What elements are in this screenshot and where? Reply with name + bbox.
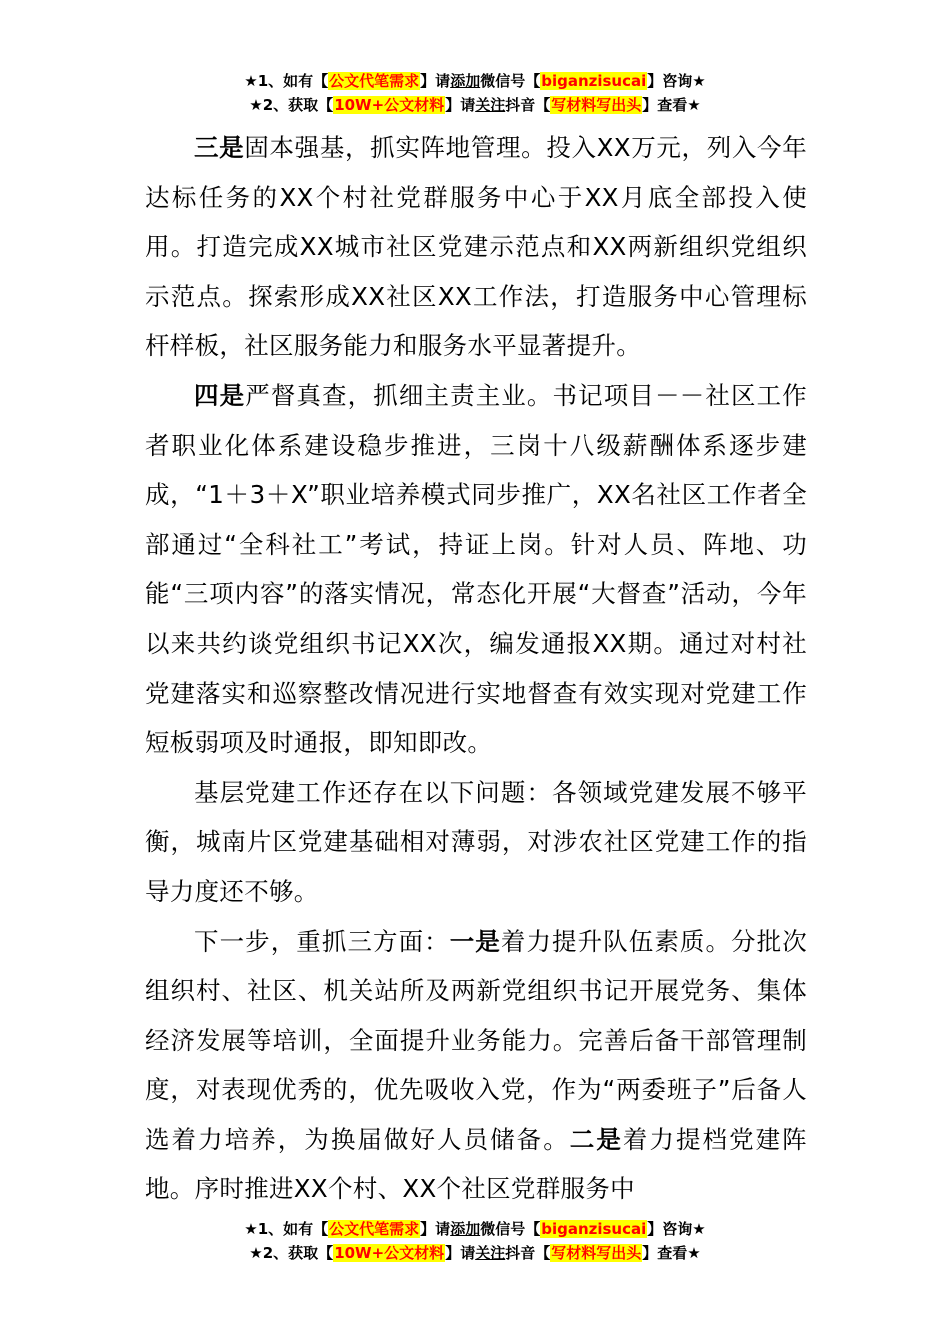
banner-text: ★1、如有【 [244,72,329,90]
banner-line-2 [0,94,950,118]
document-body [145,123,807,1214]
banner-text: 】咨询★ [647,1220,706,1238]
banner-line-1 [0,1218,950,1242]
banner-text: 】咨询★ [647,72,706,90]
banner-text: 】请 [445,1244,476,1262]
paragraph-lead: 三是 [194,133,245,162]
banner-highlight: 公文代笔需求 [329,1220,420,1238]
paragraph-text: 着力提档党建阵地。序时推进XX个村、XX个社区党群服务中 [145,1124,807,1204]
paragraph-problems [145,768,807,917]
paragraph-lead: 二是 [569,1124,623,1154]
paragraph-lead: 四是 [194,380,246,410]
paragraph-next-steps [145,917,807,1215]
banner-line-1 [0,70,950,94]
paragraph-text: 着力提升队伍素质。分批次组织村、社区、机关站所及两新党组织书记开展党务、集体经济发展等培训，全面提升业务能力。完善后备干部管理制度，对表现优秀的，优先吸收入党，作为“两委班子”后备人选着力培养，为换届做好人员储备。 [145,926,807,1154]
paragraph-4 [145,371,807,768]
banner-highlight: 公文代笔需求 [329,72,420,90]
banner-text: 】请 [420,72,451,90]
banner-text: 抖音【 [505,1244,551,1262]
banner-text: ★2、获取【 [249,96,334,114]
paragraph-text: 严督真查，抓细主责主业。书记项目－－社区工作者职业化体系建设稳步推进，三岗十八级薪酬体系逐步建成，“1＋3＋X”职业培养模式同步推广，XX名社区工作者全部通过“全科社工”考试，持证上岗。针对人员、阵地、功能“三项内容”的落实情况，常态化开展“大督查”活动，今年以来共约谈党组织书记XX次，编发通报XX期。通过对村社党建落实和巡察整改情况进行实地督查有效实现对党建工作短板弱项及时通报，即知即改。 [145,380,807,758]
banner-underlined: 关注 [475,96,506,114]
banner-highlight: 10W+公文材料 [334,1244,445,1262]
banner-text: ★2、获取【 [249,1244,334,1262]
banner-text: 】请 [420,1220,451,1238]
paragraph-text: 固本强基，抓实阵地管理。投入XX万元，列入今年达标任务的XX个村社党群服务中心于XX月底全部投入使用。打造完成XX城市社区党建示范点和XX两新组织党组织示范点。探索形成XX社区XX工作法，打造服务中心管理标杆样板，社区服务能力和服务水平显著提升。 [145,133,807,361]
banner-highlight: 写材料写出头 [551,1244,642,1262]
banner-highlight: 10W+公文材料 [334,96,445,114]
paragraph-3 [145,123,807,371]
paragraph-text: 基层党建工作还存在以下问题：各领域党建发展不够平衡，城南片区党建基础相对薄弱，对涉农社区党建工作的指导力度还不够。 [145,777,807,906]
top-banner [0,70,950,118]
banner-highlight: biganzisucai [541,72,647,90]
paragraph-text: 下一步，重抓三方面： [194,926,450,956]
banner-text: ★1、如有【 [244,1220,329,1238]
banner-text: 微信号【 [480,1220,541,1238]
banner-text: 抖音【 [505,96,551,114]
banner-text: 微信号【 [480,72,541,90]
banner-underlined: 添加 [450,1220,481,1238]
banner-text: 】查看★ [642,1244,701,1262]
banner-line-2 [0,1242,950,1266]
banner-underlined: 关注 [475,1244,506,1262]
bottom-banner [0,1218,950,1266]
banner-highlight: 写材料写出头 [551,96,642,114]
banner-highlight: biganzisucai [541,1220,647,1238]
banner-text: 】查看★ [642,96,701,114]
paragraph-lead: 一是 [449,926,501,956]
banner-underlined: 添加 [450,72,481,90]
banner-text: 】请 [445,96,476,114]
